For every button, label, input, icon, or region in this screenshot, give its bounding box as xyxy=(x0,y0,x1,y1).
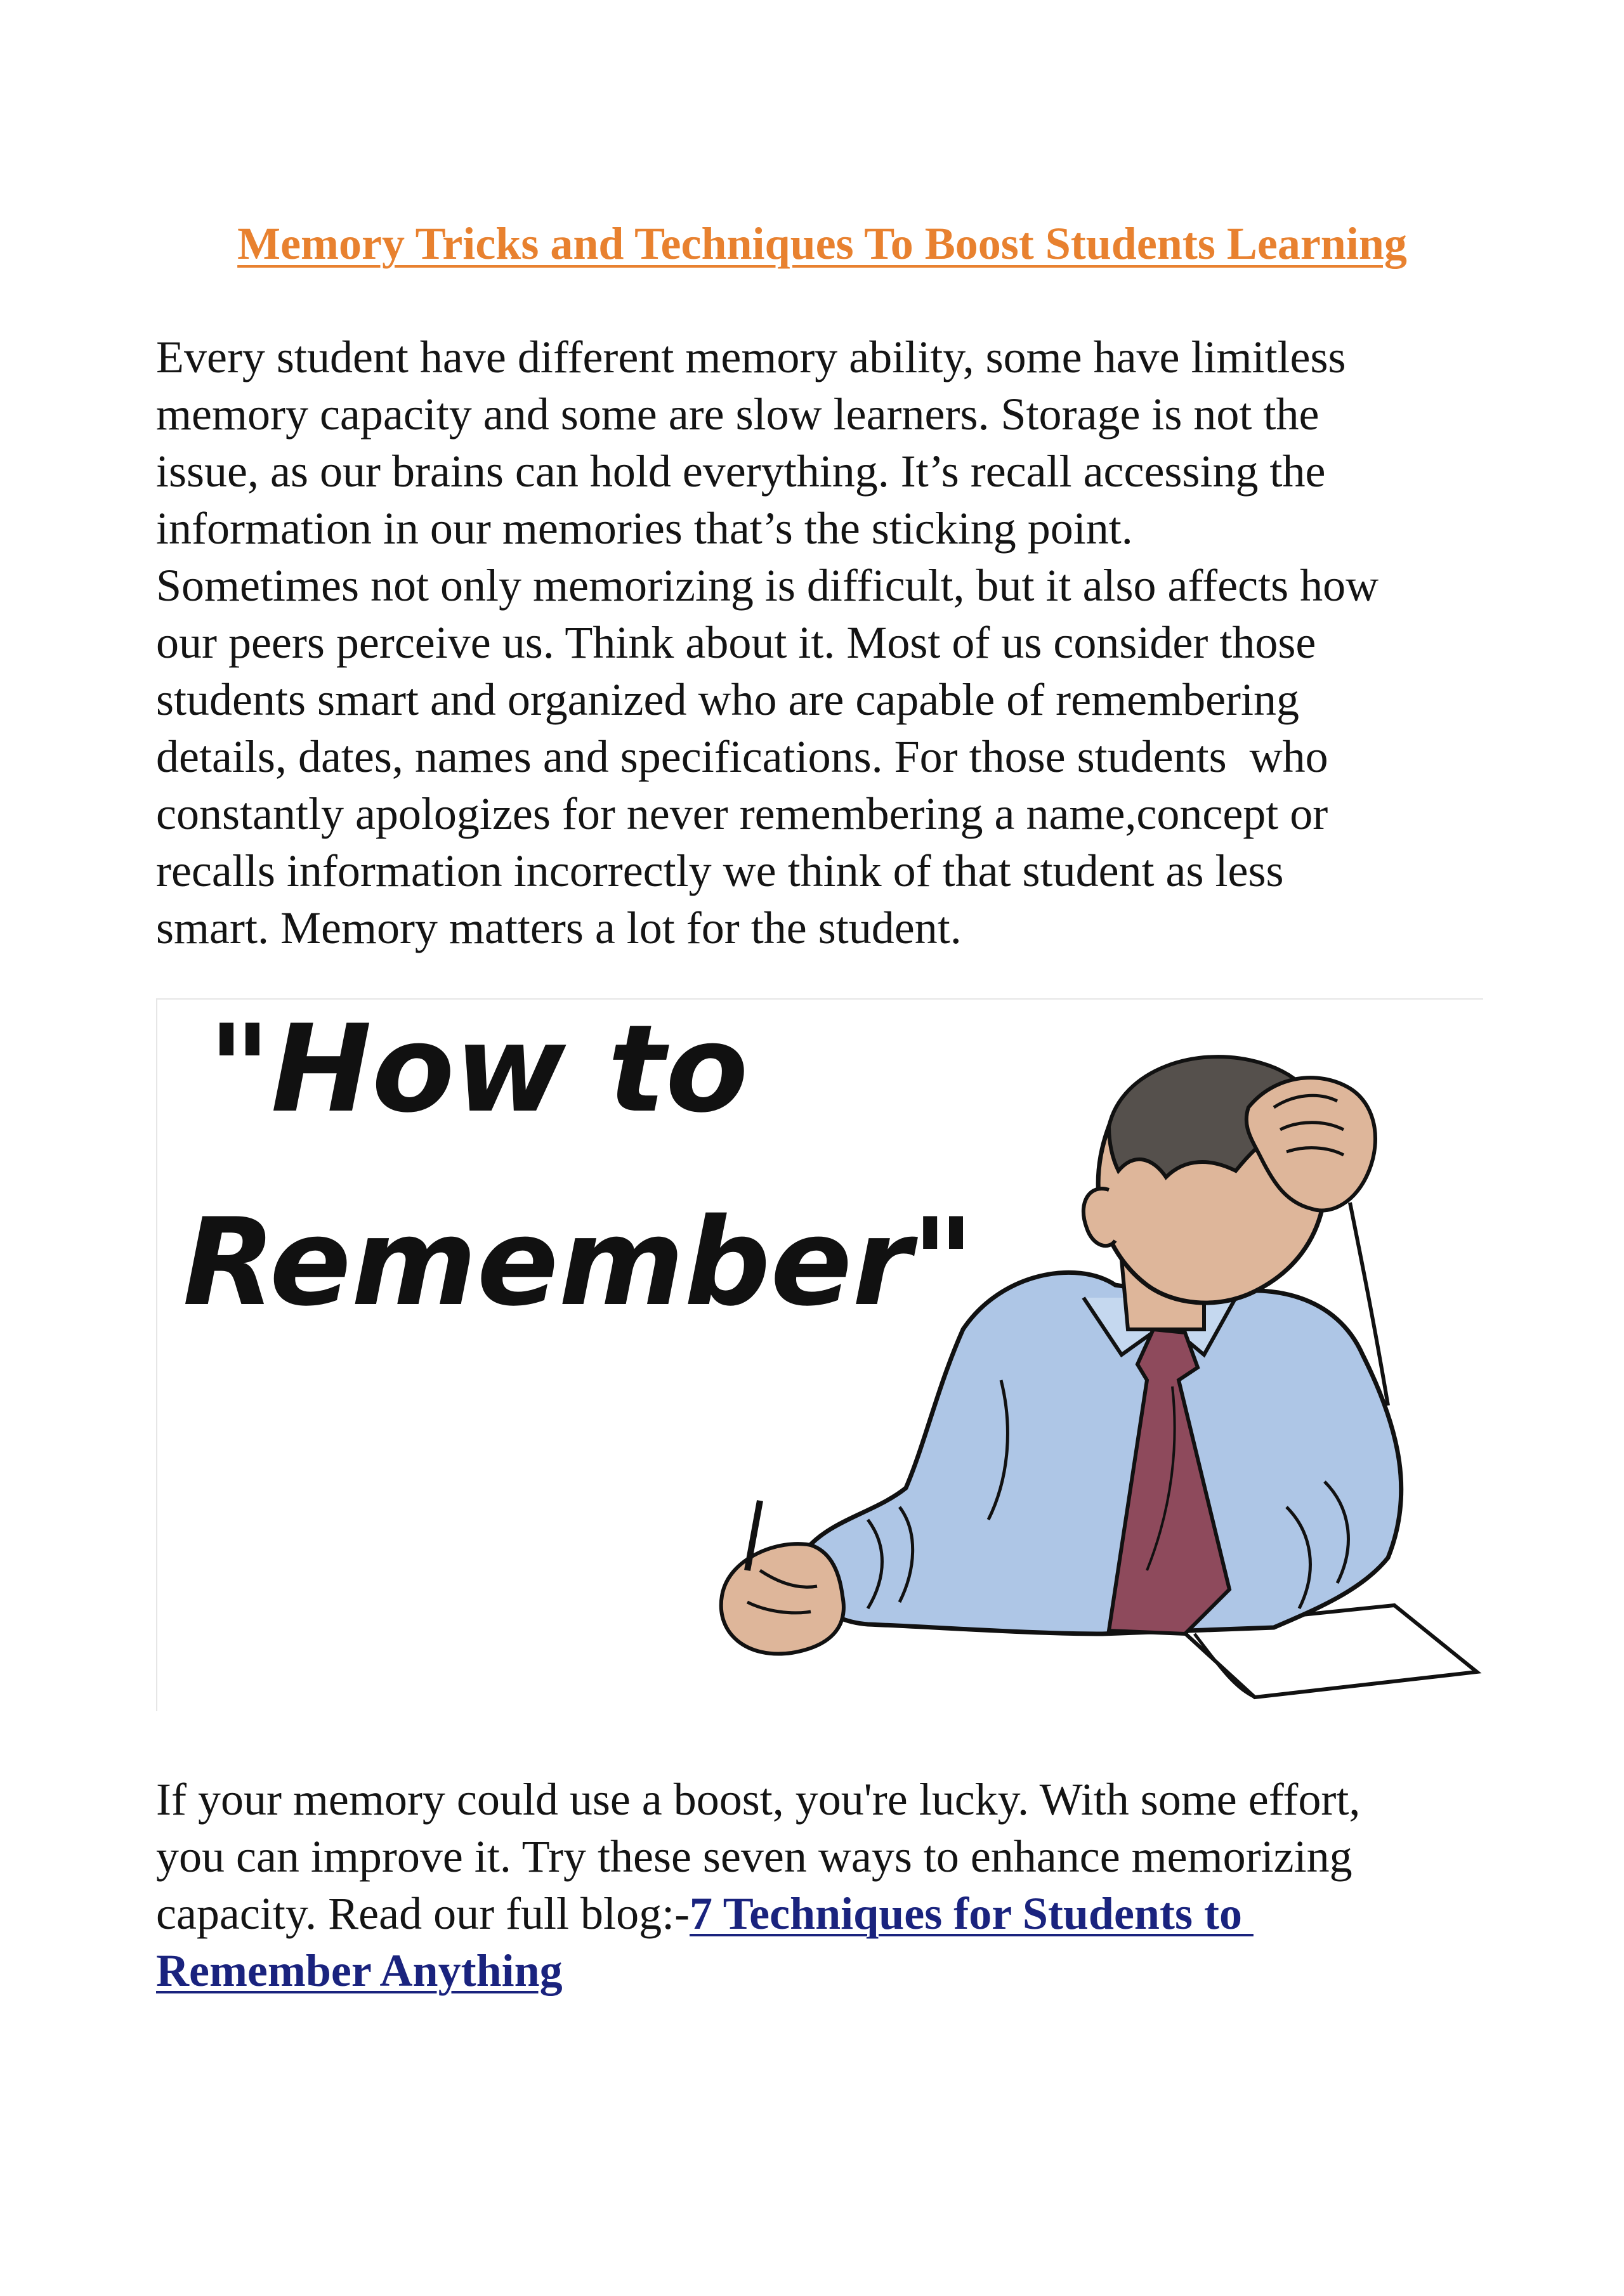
paragraph-line: Sometimes not only memorizing is difficult, but it also affects how xyxy=(156,560,1379,611)
paragraph-line: you can improve it. Try these seven ways to enhance memorizing xyxy=(156,1831,1352,1882)
paragraph-line: students smart and organized who are capable of remembering xyxy=(156,674,1300,725)
page-title[interactable]: Memory Tricks and Techniques To Boost Students Learning xyxy=(237,218,1407,269)
paragraph-line: recalls information incorrectly we think of that student as less xyxy=(156,845,1284,896)
blog-link[interactable]: 7 Techniques for Students to xyxy=(690,1888,1254,1939)
blog-link-continued[interactable]: Remember Anything xyxy=(156,1945,563,1996)
paragraph-line: Every student have different memory ability, some have limitless xyxy=(156,332,1346,382)
paragraph-line: memory capacity and some are slow learners. Storage is not the xyxy=(156,389,1320,440)
paragraph-line: If your memory could use a boost, you're lucky. With some effort, xyxy=(156,1774,1361,1825)
how-to-remember-illustration xyxy=(156,998,1483,1711)
man-figure xyxy=(721,1057,1401,1654)
paragraph-line: information in our memories that’s the sticking point. xyxy=(156,503,1133,554)
paragraph-line xyxy=(156,1885,1488,1942)
intro-paragraph xyxy=(156,329,1488,956)
illustration-text-line2: Remember" xyxy=(183,1192,975,1333)
blog-prefix-text: capacity. Read our full blog:- xyxy=(156,1888,690,1939)
illustration-svg xyxy=(157,1000,1483,1711)
paragraph-line: smart. Memory matters a lot for the student. xyxy=(156,903,962,953)
paragraph-line xyxy=(156,1942,1488,1999)
paragraph-line: constantly apologizes for never remembering a name,concept or xyxy=(156,788,1328,839)
paragraph-line: details, dates, names and specifications. For those students who xyxy=(156,731,1328,782)
illustration-text-line1: "How to xyxy=(208,1000,749,1139)
paragraph-line: our peers perceive us. Think about it. Most of us consider those xyxy=(156,617,1316,668)
closing-paragraph xyxy=(156,1771,1488,1999)
paragraph-line: issue, as our brains can hold everything. It’s recall accessing the xyxy=(156,446,1326,497)
